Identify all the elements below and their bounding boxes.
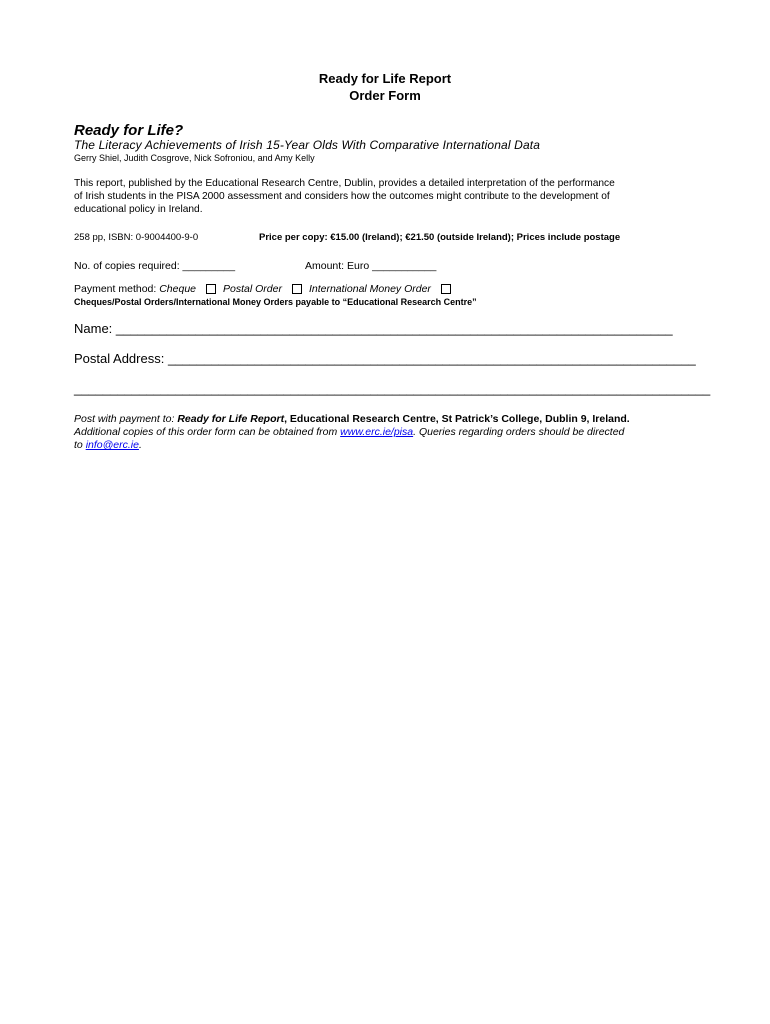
email-link[interactable]: info@erc.ie xyxy=(85,439,139,451)
postal-address-field[interactable]: Postal Address: _________________________________________________________________________ xyxy=(74,351,696,366)
page-subtitle: Order Form xyxy=(349,88,421,103)
book-subtitle: The Literacy Achievements of Irish 15-Year Olds With Comparative International Data xyxy=(74,138,541,152)
postal-address-field-line2[interactable]: ________________________________________________________________________________________ xyxy=(74,381,711,396)
description xyxy=(74,177,698,216)
amount-field[interactable]: Amount: Euro ___________ xyxy=(305,260,437,272)
book-authors: Gerry Shiel, Judith Cosgrove, Nick Sofroniou, and Amy Kelly xyxy=(74,153,315,163)
post-address: , Educational Research Centre, St Patrick’s College, Dublin 9, Ireland. xyxy=(284,413,630,425)
payment-option-postal-label: Postal Order xyxy=(223,283,282,295)
name-field[interactable]: Name: _____________________________________________________________________________ xyxy=(74,321,673,336)
payment-option-imo-label: International Money Order xyxy=(308,283,431,295)
cheque-checkbox[interactable] xyxy=(206,284,216,294)
copies-field[interactable]: No. of copies required: _________ xyxy=(74,260,236,272)
additional-copies-text: Additional copies of this order form can be obtained from xyxy=(74,426,341,438)
payment-option-cheque-label: Cheque xyxy=(159,283,196,295)
description-line: This report, published by the Educational Research Centre, Dublin, provides a detailed interpretation of the performance xyxy=(74,178,615,189)
post-report-name: Ready for Life Report xyxy=(177,413,285,425)
payment-method-label: Payment method: xyxy=(74,283,160,295)
queries-to-text: to xyxy=(74,439,86,451)
website-link[interactable]: www.erc.ie/pisa xyxy=(340,426,414,438)
queries-text: . Queries regarding orders should be directed xyxy=(413,426,625,438)
description-line: of Irish students in the PISA 2000 assessment and considers how the outcomes might contribute to the development of xyxy=(74,191,610,202)
payment-method xyxy=(74,283,458,295)
post-prefix: Post with payment to: xyxy=(74,413,178,425)
page-title: Ready for Life Report xyxy=(318,71,452,86)
isbn-info: 258 pp, ISBN: 0-9004400-9-0 xyxy=(74,232,199,243)
period-text: . xyxy=(138,439,142,451)
postal-instructions xyxy=(74,413,630,452)
description-line: educational policy in Ireland. xyxy=(74,204,203,215)
payable-note: Cheques/Postal Orders/International Money Orders payable to “Educational Research Centre” xyxy=(74,297,477,307)
book-title: Ready for Life? xyxy=(74,122,184,139)
international-money-order-checkbox[interactable] xyxy=(441,284,451,294)
postal-order-checkbox[interactable] xyxy=(292,284,302,294)
price-info: Price per copy: €15.00 (Ireland); €21.50 (outside Ireland); Prices include postage xyxy=(259,232,621,243)
